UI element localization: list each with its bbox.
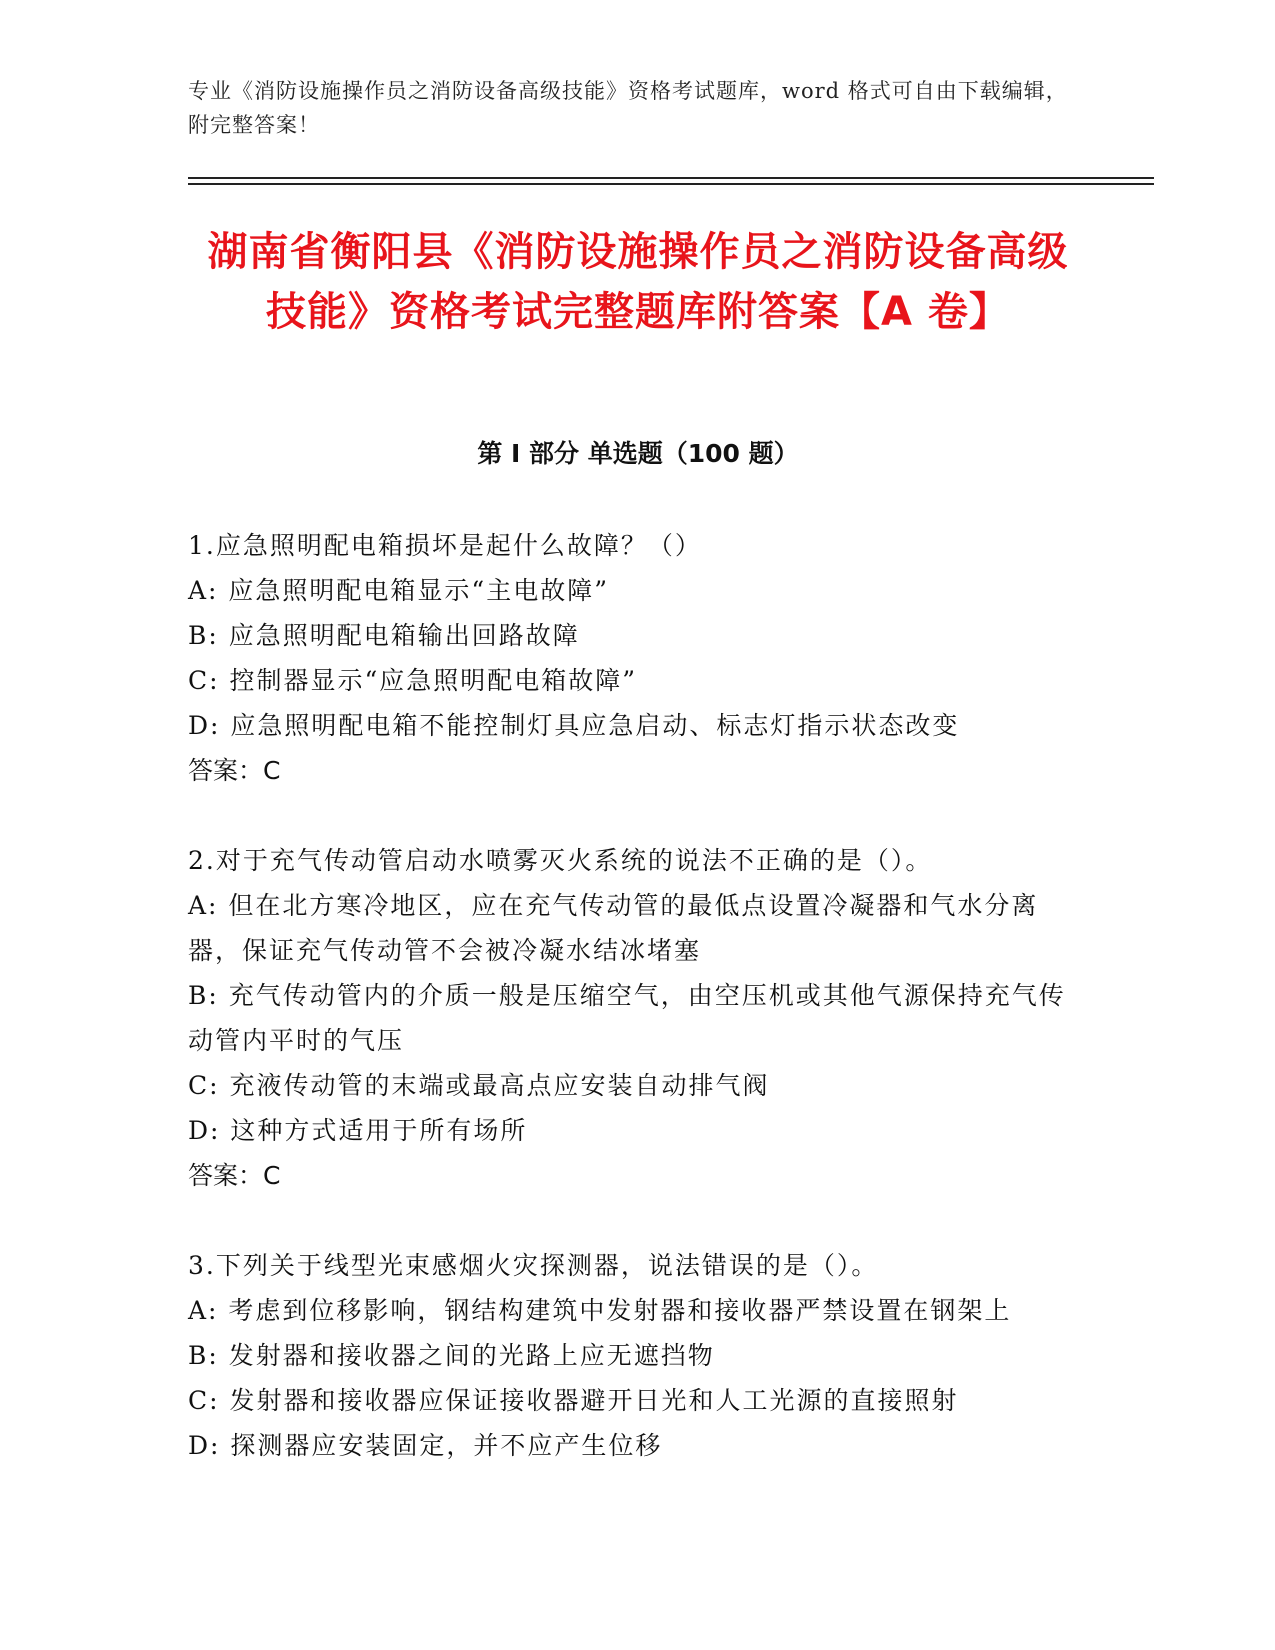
question-stem: 3.下列关于线型光束感烟火灾探测器，说法错误的是（）。: [188, 1251, 879, 1280]
header-note: 专业《消防设施操作员之消防设备高级技能》资格考试题库，word 格式可自由下载编辑，附完整答案！: [188, 79, 1068, 137]
question-stem: 2.对于充气传动管启动水喷雾灭火系统的说法不正确的是（）。: [188, 846, 933, 875]
option-d: D: 这种方式适用于所有场所: [188, 1116, 528, 1145]
question-3: [188, 1243, 1088, 1468]
header-divider-bottom: [188, 183, 1154, 185]
answer: 答案：C: [188, 756, 281, 785]
option-c: C: 充液传动管的末端或最高点应安装自动排气阀: [188, 1071, 770, 1100]
section-title: 第 I 部分 单选题（100 题）: [477, 439, 799, 468]
question-1: [188, 523, 1088, 793]
document-title: 湖南省衡阳县《消防设施操作员之消防设备高级技能》资格考试完整题库附答案【A 卷】: [207, 229, 1069, 335]
option-b: B: 充气传动管内的介质一般是压缩空气，由空压机或其他气源保持充气传动管内平时的气压: [188, 981, 1066, 1055]
question-2: [188, 838, 1088, 1198]
header-divider-top: [188, 177, 1154, 179]
question-stem: 1.应急照明配电箱损坏是起什么故障？（）: [188, 531, 702, 560]
question-list: [188, 523, 1088, 1513]
option-a: A: 应急照明配电箱显示“主电故障”: [188, 576, 609, 605]
option-d: D: 应急照明配电箱不能控制灯具应急启动、标志灯指示状态改变: [188, 711, 960, 740]
option-a: A: 但在北方寒冷地区，应在充气传动管的最低点设置冷凝器和气水分离器，保证充气传动管不会被冷凝水结冰堵塞: [188, 891, 1039, 965]
option-c: C: 发射器和接收器应保证接收器避开日光和人工光源的直接照射: [188, 1386, 959, 1415]
option-d: D: 探测器应安装固定，并不应产生位移: [188, 1431, 663, 1460]
option-b: B: 发射器和接收器之间的光路上应无遮挡物: [188, 1341, 715, 1370]
option-b: B: 应急照明配电箱输出回路故障: [188, 621, 580, 650]
option-c: C: 控制器显示“应急照明配电箱故障”: [188, 666, 638, 695]
option-a: A: 考虑到位移影响，钢结构建筑中发射器和接收器严禁设置在钢架上: [188, 1296, 1012, 1325]
answer: 答案：C: [188, 1161, 281, 1190]
